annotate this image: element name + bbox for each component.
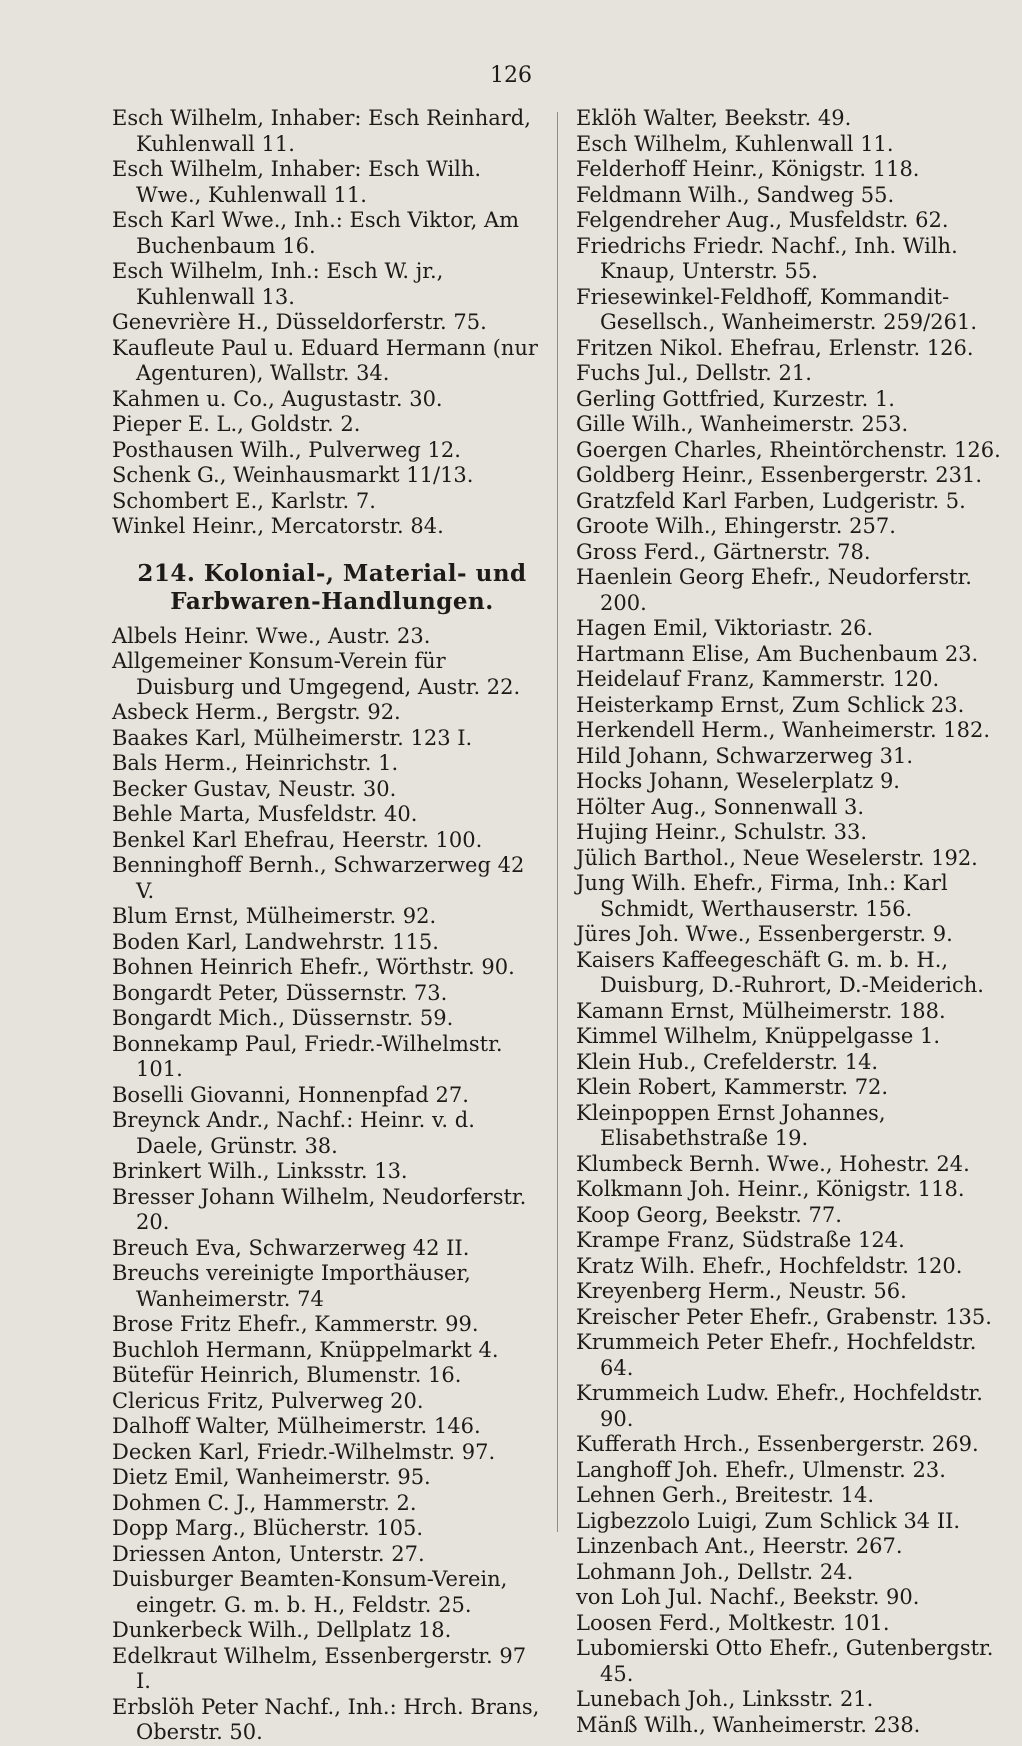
directory-entry: Brinkert Wilh., Linksstr. 13. bbox=[112, 1159, 408, 1183]
directory-entry: Kaisers Kaffeegeschäft G. m. b. H., Duisburg, D.-Ruhrort, D.-Meiderich. bbox=[576, 947, 984, 997]
directory-entry: Blum Ernst, Mülheimerstr. 92. bbox=[112, 904, 437, 928]
directory-entry: Kamann Ernst, Mülheimerstr. 188. bbox=[576, 998, 946, 1023]
directory-entry: Esch Wilhelm, Inhaber: Esch Reinhard, Kuhlenwall 11. bbox=[112, 106, 531, 156]
directory-entry: Jüres Joh. Wwe., Essenbergerstr. 9. bbox=[576, 922, 953, 946]
directory-entry: Eklöh Walter, Beekstr. 49. bbox=[576, 106, 852, 130]
directory-entry: Bongardt Mich., Düssernstr. 59. bbox=[112, 1006, 454, 1030]
directory-entry: Breuch Eva, Schwarzerweg 42 II. bbox=[112, 1235, 470, 1260]
directory-entry: Edelkraut Wilhelm, Essenbergerstr. 97 I. bbox=[112, 1643, 527, 1693]
directory-entry: Bals Herm., Heinrichstr. 1. bbox=[112, 751, 399, 775]
directory-entry: Langhoff Joh. Ehefr., Ulmenstr. 23. bbox=[576, 1457, 946, 1482]
directory-entry: Lohmann Joh., Dellstr. 24. bbox=[576, 1559, 854, 1584]
directory-entry: Clericus Fritz, Pulverweg 20. bbox=[112, 1388, 424, 1413]
directory-entry: Boden Karl, Landwehrstr. 115. bbox=[112, 929, 439, 954]
directory-entry: Krampe Franz, Südstraße 124. bbox=[576, 1228, 905, 1252]
directory-entry: Kratz Wilh. Ehefr., Hochfeldstr. 120. bbox=[576, 1253, 963, 1278]
directory-entry: Driessen Anton, Unterstr. 27. bbox=[112, 1541, 425, 1566]
directory-entry: Kahmen u. Co., Augustastr. 30. bbox=[112, 386, 443, 411]
directory-entry: Becker Gustav, Neustr. 30. bbox=[112, 776, 397, 801]
directory-entry: Lunebach Joh., Linksstr. 21. bbox=[576, 1687, 874, 1711]
directory-entry: Behle Marta, Musfeldstr. 40. bbox=[112, 802, 418, 826]
directory-entry: Gerling Gottfried, Kurzestr. 1. bbox=[576, 386, 895, 411]
section-heading bbox=[112, 540, 542, 624]
right-entries bbox=[576, 106, 1008, 1738]
directory-entry: Hölter Aug., Sonnenwall 3. bbox=[576, 794, 865, 819]
directory-entry: Heidelauf Franz, Kammerstr. 120. bbox=[576, 667, 940, 691]
directory-entry: Esch Karl Wwe., Inh.: Esch Viktor, Am Buchenbaum 16. bbox=[112, 208, 520, 258]
directory-entry: Gille Wilh., Wanheimerstr. 253. bbox=[576, 412, 909, 436]
directory-entry: Kufferath Hrch., Essenbergerstr. 269. bbox=[576, 1432, 979, 1456]
directory-entry: Schenk G., Weinhausmarkt 11/13. bbox=[112, 463, 474, 487]
directory-entry: Asbeck Herm., Bergstr. 92. bbox=[112, 700, 401, 724]
directory-entry: Winkel Heinr., Mercatorstr. 84. bbox=[112, 514, 444, 538]
left-entries-top bbox=[112, 106, 542, 540]
directory-entry: Lehnen Gerh., Breitestr. 14. bbox=[576, 1483, 875, 1507]
directory-entry: Breuchs vereinigte Importhäuser, Wanheimerstr. 74 bbox=[112, 1261, 471, 1311]
directory-entry: Kimmel Wilhelm, Knüppelgasse 1. bbox=[576, 1024, 941, 1048]
directory-entry: Krummeich Ludw. Ehefr., Hochfeldstr. 90. bbox=[576, 1381, 983, 1431]
directory-entry: Buchloh Hermann, Knüppelmarkt 4. bbox=[112, 1337, 499, 1362]
directory-entry: Mänß Wilh., Wanheimerstr. 238. bbox=[576, 1712, 921, 1737]
directory-entry: Heisterkamp Ernst, Zum Schlick 23. bbox=[576, 692, 965, 717]
directory-entry: Herkendell Herm., Wanheimerstr. 182. bbox=[576, 718, 991, 742]
section-heading-line2: Farbwaren-Handlungen. bbox=[170, 587, 494, 615]
directory-entry: Groote Wilh., Ehingerstr. 257. bbox=[576, 514, 896, 538]
directory-entry: Goergen Charles, Rheintörchenstr. 126. bbox=[576, 437, 1001, 462]
directory-entry: Hujing Heinr., Schulstr. 33. bbox=[576, 820, 868, 844]
directory-entry: Brose Fritz Ehefr., Kammerstr. 99. bbox=[112, 1312, 479, 1336]
directory-entry: von Loh Jul. Nachf., Beekstr. 90. bbox=[576, 1585, 920, 1609]
directory-entry: Benkel Karl Ehefrau, Heerstr. 100. bbox=[112, 827, 483, 852]
directory-entry: Ligbezzolo Luigi, Zum Schlick 34 II. bbox=[576, 1508, 961, 1533]
directory-entry: Decken Karl, Friedr.-Wilhelmstr. 97. bbox=[112, 1439, 496, 1464]
directory-entry: Bütefür Heinrich, Blumenstr. 16. bbox=[112, 1363, 462, 1387]
directory-entry: Esch Wilhelm, Inhaber: Esch Wilh. Wwe., Kuhlenwall 11. bbox=[112, 157, 482, 207]
directory-entry: Esch Wilhelm, Kuhlenwall 11. bbox=[576, 131, 894, 156]
directory-entry: Koop Georg, Beekstr. 77. bbox=[576, 1202, 842, 1227]
directory-entry: Posthausen Wilh., Pulverweg 12. bbox=[112, 437, 461, 462]
directory-entry: Bonnekamp Paul, Friedr.-Wilhelmstr. 101. bbox=[112, 1031, 503, 1081]
directory-entry: Fuchs Jul., Dellstr. 21. bbox=[576, 361, 812, 385]
directory-entry: Breynck Andr., Nachf.: Heinr. v. d. Daele, Grünstr. 38. bbox=[112, 1108, 475, 1158]
left-entries-section bbox=[112, 624, 542, 1746]
directory-entry: Felderhoff Heinr., Königstr. 118. bbox=[576, 157, 920, 181]
directory-entry: Dopp Marg., Blücherstr. 105. bbox=[112, 1516, 424, 1540]
directory-entry: Friedrichs Friedr. Nachf., Inh. Wilh. Knaup, Unterstr. 55. bbox=[576, 233, 958, 283]
page-number: 126 bbox=[490, 63, 532, 88]
column-divider bbox=[557, 112, 558, 1532]
directory-entry: Gross Ferd., Gärtnerstr. 78. bbox=[576, 539, 871, 564]
directory-entry: Dohmen C. J., Hammerstr. 2. bbox=[112, 1490, 417, 1515]
directory-entry: Bohnen Heinrich Ehefr., Wörthstr. 90. bbox=[112, 955, 515, 979]
directory-entry: Klein Hub., Crefelderstr. 14. bbox=[576, 1049, 879, 1074]
directory-entry: Erbslöh Peter Nachf., Inh.: Hrch. Brans, Oberstr. 50. bbox=[112, 1694, 540, 1744]
directory-entry: Lubomierski Otto Ehefr., Gutenbergstr. 45. bbox=[576, 1636, 994, 1686]
left-column bbox=[112, 106, 542, 1746]
directory-entry: Dunkerbeck Wilh., Dellplatz 18. bbox=[112, 1618, 452, 1642]
directory-entry: Kolkmann Joh. Heinr., Königstr. 118. bbox=[576, 1177, 965, 1201]
directory-entry: Goldberg Heinr., Essenbergerstr. 231. bbox=[576, 463, 983, 487]
directory-entry: Gratzfeld Karl Farben, Ludgeristr. 5. bbox=[576, 488, 966, 513]
directory-entry: Fritzen Nikol. Ehefrau, Erlenstr. 126. bbox=[576, 335, 974, 360]
directory-entry: Klein Robert, Kammerstr. 72. bbox=[576, 1075, 889, 1099]
directory-entry: Pieper E. L., Goldstr. 2. bbox=[112, 412, 361, 436]
directory-entry: Baakes Karl, Mülheimerstr. 123 I. bbox=[112, 725, 473, 750]
directory-entry: Jung Wilh. Ehefr., Firma, Inh.: Karl Schmidt, Werthauserstr. 156. bbox=[576, 871, 948, 921]
directory-entry: Kleinpoppen Ernst Johannes, Elisabethstraße 19. bbox=[576, 1100, 886, 1150]
right-column bbox=[576, 106, 1008, 1738]
directory-entry: Boselli Giovanni, Honnenpfad 27. bbox=[112, 1082, 469, 1107]
directory-entry: Dietz Emil, Wanheimerstr. 95. bbox=[112, 1465, 431, 1489]
directory-entry: Dalhoff Walter, Mülheimerstr. 146. bbox=[112, 1414, 481, 1438]
directory-entry: Schombert E., Karlstr. 7. bbox=[112, 488, 376, 513]
directory-entry: Kreyenberg Herm., Neustr. 56. bbox=[576, 1279, 907, 1303]
directory-entry: Kreischer Peter Ehefr., Grabenstr. 135. bbox=[576, 1304, 992, 1329]
directory-entry: Benninghoff Bernh., Schwarzerweg 42 V. bbox=[112, 853, 525, 903]
directory-entry: Krummeich Peter Ehefr., Hochfeldstr. 64. bbox=[576, 1330, 977, 1380]
directory-entry: Klumbeck Bernh. Wwe., Hohestr. 24. bbox=[576, 1151, 970, 1176]
directory-entry: Jülich Barthol., Neue Weselerstr. 192. bbox=[576, 845, 978, 870]
directory-entry: Bresser Johann Wilhelm, Neudorferstr. 20. bbox=[112, 1184, 527, 1234]
directory-entry: Hocks Johann, Weselerplatz 9. bbox=[576, 769, 900, 793]
directory-entry: Hartmann Elise, Am Buchenbaum 23. bbox=[576, 641, 979, 666]
directory-entry: Linzenbach Ant., Heerstr. 267. bbox=[576, 1534, 903, 1558]
directory-entry: Haenlein Georg Ehefr., Neudorferstr. 200. bbox=[576, 565, 972, 615]
directory-entry: Bongardt Peter, Düssernstr. 73. bbox=[112, 980, 448, 1005]
directory-entry: Loosen Ferd., Moltkestr. 101. bbox=[576, 1610, 890, 1635]
directory-entry: Albels Heinr. Wwe., Austr. 23. bbox=[112, 623, 431, 648]
directory-entry: Esch Wilhelm, Inh.: Esch W. jr., Kuhlenwall 13. bbox=[112, 259, 444, 309]
directory-entry: Friesewinkel-Feldhoff, Kommandit-Gesellsch., Wanheimerstr. 259/261. bbox=[576, 284, 977, 334]
directory-entry: Kaufleute Paul u. Eduard Hermann (nur Agenturen), Wallstr. 34. bbox=[112, 335, 538, 385]
directory-entry: Felgendreher Aug., Musfeldstr. 62. bbox=[576, 208, 949, 232]
directory-entry: Duisburger Beamten-Konsum-Verein, eingetr. G. m. b. H., Feldstr. 25. bbox=[112, 1567, 508, 1617]
section-heading-line1: 214. Kolonial-, Material- und bbox=[137, 559, 527, 587]
directory-entry: Hagen Emil, Viktoriastr. 26. bbox=[576, 616, 874, 640]
directory-entry: Feldmann Wilh., Sandweg 55. bbox=[576, 182, 895, 207]
directory-entry: Allgemeiner Konsum-Verein für Duisburg und Umgegend, Austr. 22. bbox=[112, 649, 521, 699]
directory-entry: Hild Johann, Schwarzerweg 31. bbox=[576, 743, 914, 768]
directory-entry: Genevrière H., Düsseldorferstr. 75. bbox=[112, 310, 487, 334]
